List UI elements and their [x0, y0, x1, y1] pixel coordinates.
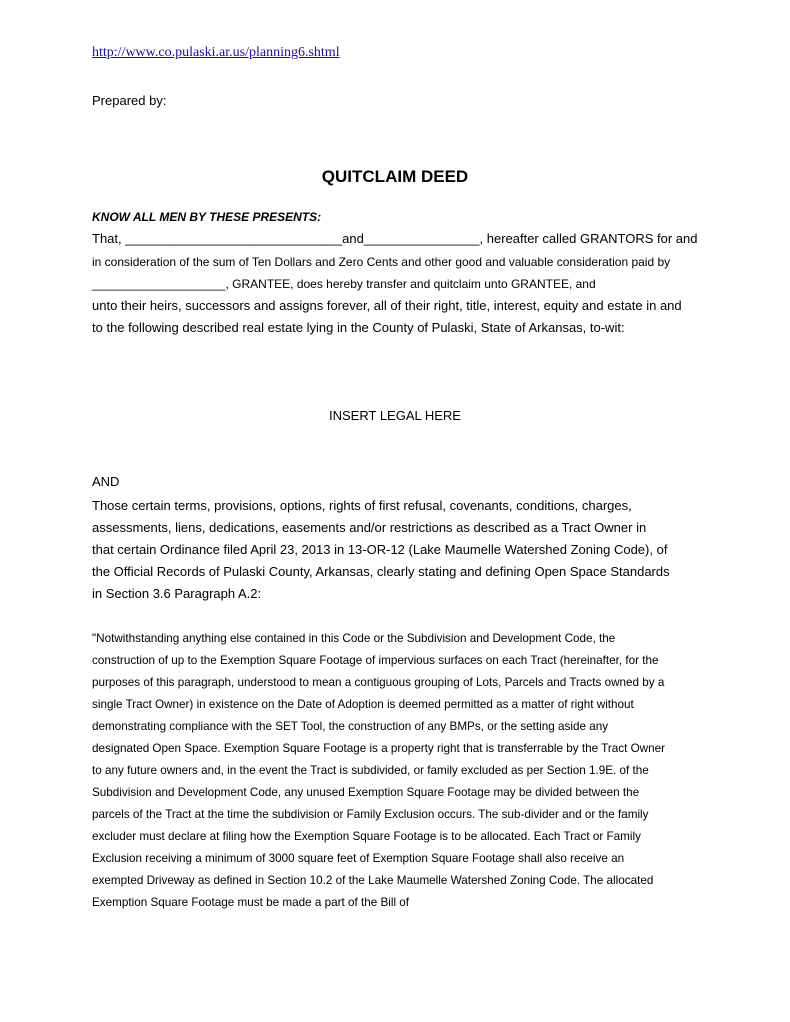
source-url-link[interactable]: http://www.co.pulaski.ar.us/planning6.shtml [92, 45, 340, 60]
terms-line: in Section 3.6 Paragraph A.2: [92, 586, 262, 601]
quote-line: "Notwithstanding anything else contained in this Code or the Subdivision and Development Code, the [92, 632, 616, 645]
quote-line: Exemption Square Footage must be made a part of the Bill of [92, 896, 410, 909]
grant-line: in consideration of the sum of Ten Dollars and Zero Cents and other good and valuable consideration paid by [92, 255, 671, 269]
prepared-by-label: Prepared by: [92, 93, 167, 108]
quote-line: exempted Driveway as defined in Section 10.2 of the Lake Maumelle Watershed Zoning Code. The allocated [92, 874, 654, 887]
terms-line: assessments, liens, dedications, easements and/or restrictions as described as a Tract Owner in [92, 520, 647, 535]
quote-line: purposes of this paragraph, understood to mean a contiguous grouping of Lots, Parcels and Tracts owned by a [92, 676, 665, 689]
quote-line: parcels of the Tract at the time the subdivision or Family Exclusion occurs. The sub-divider and or the family [92, 808, 649, 821]
quote-line: demonstrating compliance with the SET Tool, the construction of any BMPs, or the setting aside any [92, 720, 609, 733]
quote-line: Exclusion receiving a minimum of 3000 square feet of Exemption Square Footage shall also receive an [92, 852, 625, 865]
and-label: AND [92, 474, 120, 489]
know-all-heading: KNOW ALL MEN BY THESE PRESENTS: [92, 210, 322, 224]
quote-line: excluder must declare at filing how the Exemption Square Footage is to be allocated. Each Tract or Family [92, 830, 641, 843]
quote-line: construction of up to the Exemption Square Footage of impervious surfaces on each Tract (hereinafter, for the [92, 654, 659, 667]
quote-line: designated Open Space. Exemption Square Footage is a property right that is transferrable by the Tract Owner [92, 742, 666, 755]
terms-line: Those certain terms, provisions, options, rights of first refusal, covenants, conditions, charges, [92, 498, 632, 513]
insert-legal-placeholder: INSERT LEGAL HERE [329, 408, 461, 423]
grant-line: unto their heirs, successors and assigns forever, all of their right, title, interest, equity and estate in and [92, 298, 682, 313]
quote-line: single Tract Owner) in existence on the Date of Adoption is deemed permitted as a matter of right without [92, 698, 634, 711]
grant-line: That, ______________________________and________________, hereafter called GRANTORS for and [92, 231, 698, 246]
quote-line: Subdivision and Development Code, any unused Exemption Square Footage may be divided between the [92, 786, 640, 799]
document-title: QUITCLAIM DEED [321, 167, 469, 186]
grant-line: ____________________, GRANTEE, does hereby transfer and quitclaim unto GRANTEE, and [92, 277, 596, 291]
terms-line: the Official Records of Pulaski County, Arkansas, clearly stating and defining Open Space Standards [92, 564, 670, 579]
quote-line: to any future owners and, in the event the Tract is subdivided, or family excluded as per Section 1.9E. of the [92, 764, 649, 777]
terms-line: that certain Ordinance filed April 23, 2013 in 13-OR-12 (Lake Maumelle Watershed Zoning Code), of [92, 542, 668, 557]
grant-line: to the following described real estate lying in the County of Pulaski, State of Arkansas, to-wit: [92, 320, 625, 335]
